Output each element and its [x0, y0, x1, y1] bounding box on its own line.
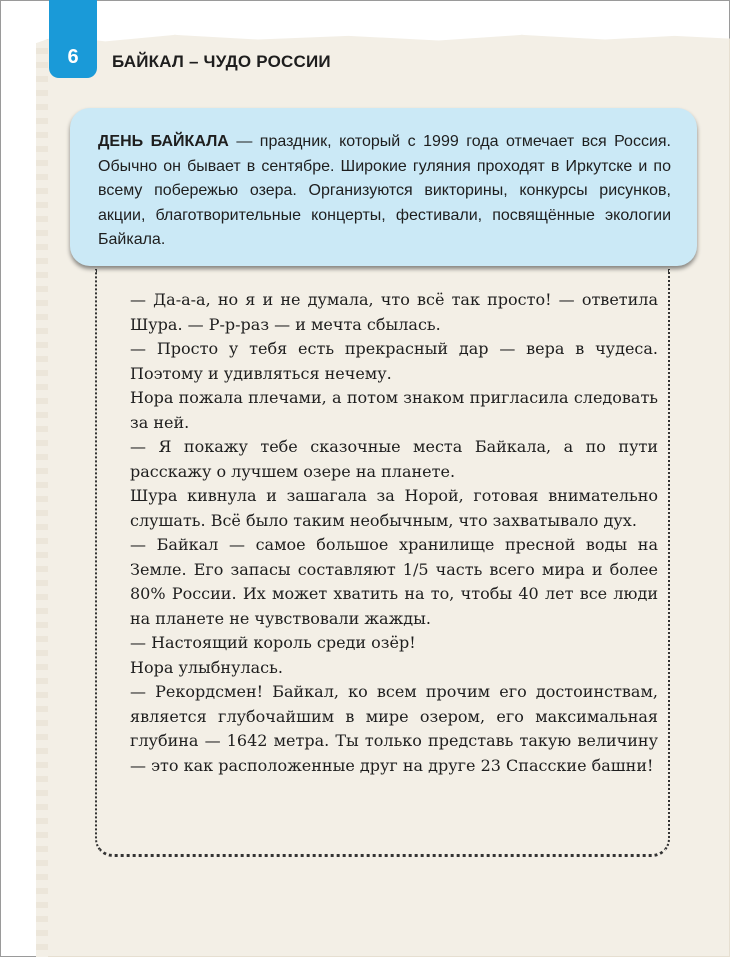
story-paragraph: — Настоящий король среди озёр!	[130, 633, 416, 652]
page-number-tab	[49, 0, 97, 78]
story-paragraph: — Я покажу тебе сказочные места Байкала, а по пути расскажу о лучшем озере на планете.	[130, 437, 658, 481]
info-box	[70, 108, 697, 266]
story-text	[130, 288, 658, 778]
story-paragraph: — Рекордсмен! Байкал, ко всем прочим его достоинствам, является глубочайшим в мире озером, его максимальная глубина — 1642 метра. Ты только представь такую величину — это как расположенные друг на друге 23 Спасские башни!	[130, 682, 658, 775]
story-paragraph: Нора улыбнулась.	[130, 657, 283, 677]
story-paragraph: Нора пожала плечами, а потом знаком пригласила следовать за ней.	[130, 388, 658, 432]
info-term: ДЕНЬ БАЙКАЛА	[98, 133, 229, 150]
story-paragraph: Шура кивнула и зашагала за Норой, готовая внимательно слушать. Всё было таким необычным, что захватывало дух.	[130, 486, 658, 530]
info-description: — праздник, который с 1999 года отмечает вся Россия. Обычно он бывает в сентябре. Широкие гуляния проходят в Иркутске и по всему побережью озера. Организуются викторины, конкурсы рисунков, акции, благотворительные концерты, фестивали, посвящённые экологии Байкала.	[98, 133, 671, 248]
story-paragraph: — Байкал — самое большое хранилище пресной воды на Земле. Его запасы составляют 1/5 часть всего мира и более 80% России. Их может хватить на то, чтобы 40 лет все люди на планете не чувствовали жажды.	[130, 535, 658, 628]
chapter-title: БАЙКАЛ – ЧУДО РОССИИ	[112, 52, 331, 71]
story-paragraph: — Да-а-а, но я и не думала, что всё так просто! — ответила Шура. — Р-р-раз — и мечта сбылась.	[130, 290, 658, 334]
info-text	[98, 130, 671, 253]
page-number: 6	[67, 46, 79, 68]
story-paragraph: — Просто у тебя есть прекрасный дар — вера в чудеса. Поэтому и удивляться нечему.	[130, 339, 658, 383]
